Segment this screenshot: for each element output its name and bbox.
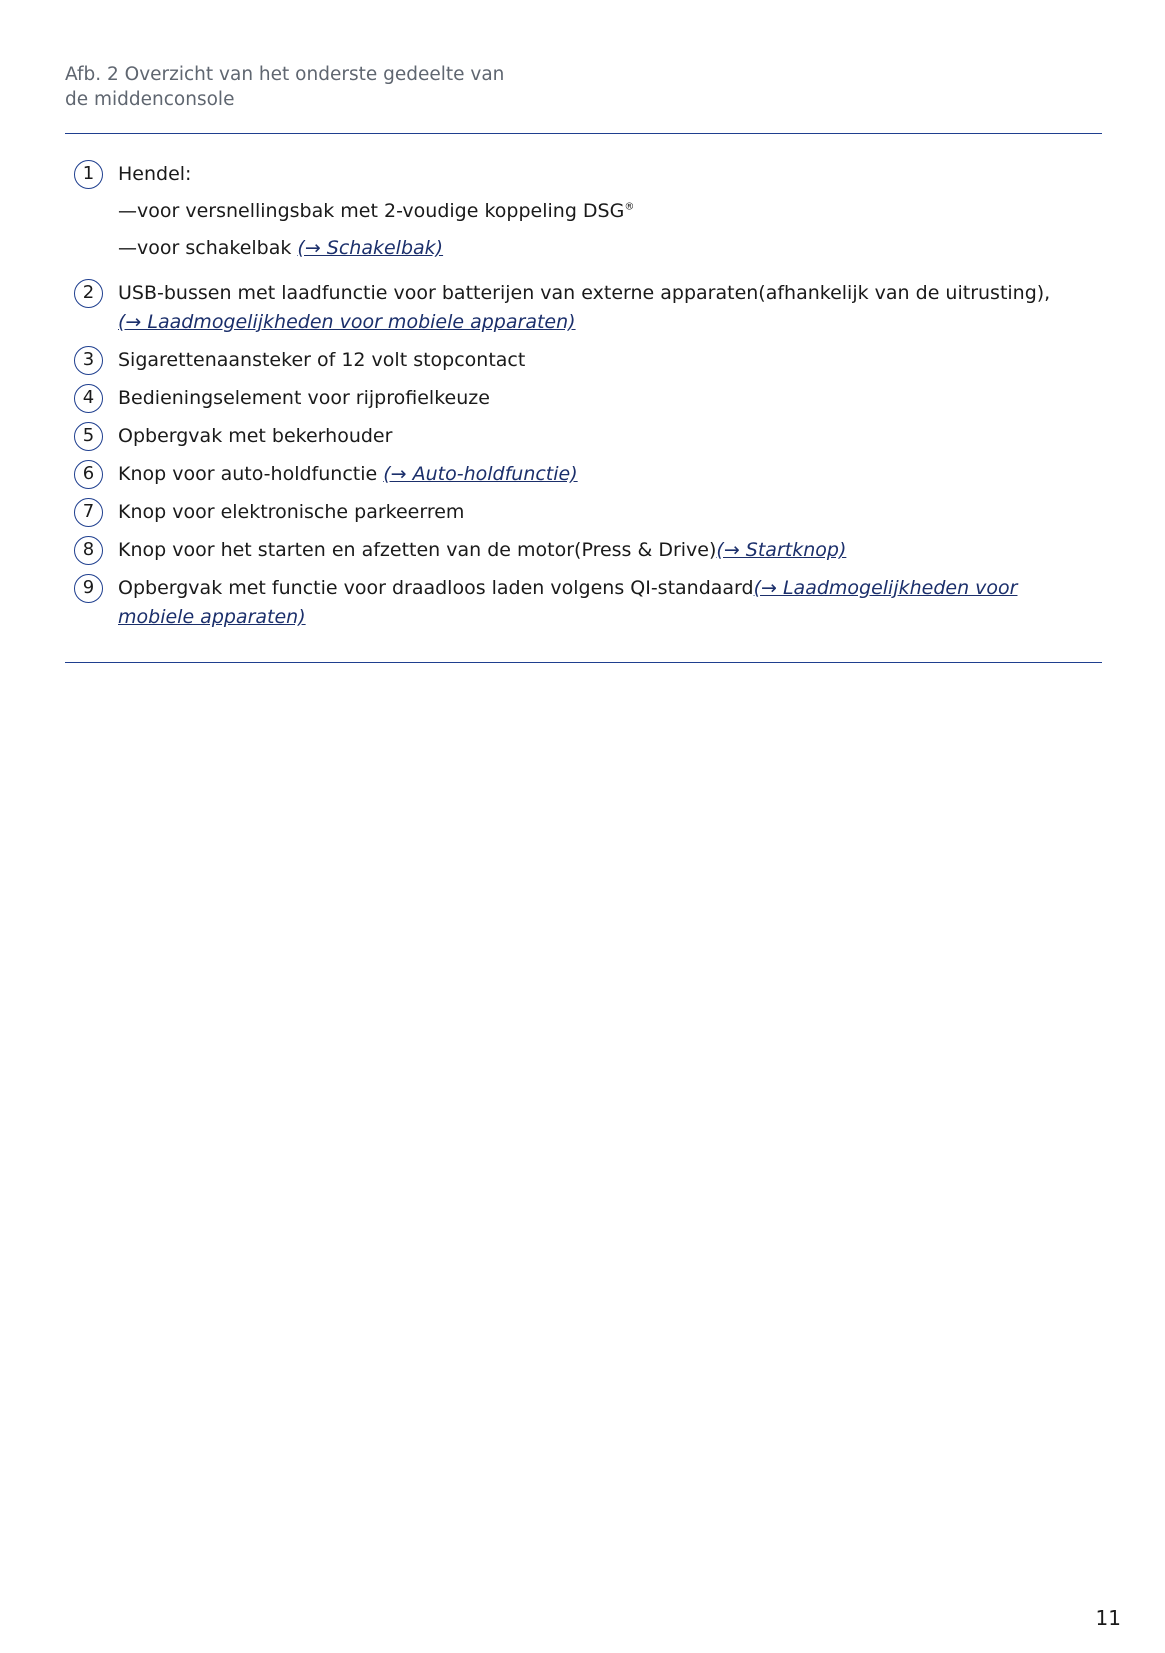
number-badge: 4 (74, 384, 103, 413)
link-startknop[interactable]: (→ Startknop) (716, 539, 847, 561)
registered-mark: ® (624, 201, 635, 213)
bottom-divider (65, 662, 1102, 663)
legend-item-text: Knop voor het starten en afzetten van de motor(Press & Drive) (118, 539, 717, 561)
legend-item-text: Opbergvak met bekerhouder (118, 425, 393, 447)
legend-item-9 (74, 574, 1094, 632)
legend-item-3 (74, 346, 1094, 375)
number-badge: 6 (74, 460, 103, 489)
number-badge: 3 (74, 346, 103, 375)
legend-item-2 (74, 279, 1094, 337)
legend-subitem-text: —voor versnellingsbak met 2-voudige koppeling DSG (118, 200, 625, 222)
number-badge: 1 (74, 160, 103, 189)
page-number: 11 (1095, 1606, 1121, 1630)
link-auto-holdfunctie[interactable]: (→ Auto-holdfunctie) (383, 463, 578, 485)
legend-item-text: Sigarettenaansteker of 12 volt stopcontact (118, 349, 526, 371)
legend-item-7 (74, 498, 1094, 527)
legend-item-text: USB-bussen met laadfunctie voor batterijen van externe apparaten(afhankelijk van de uitrusting), (118, 282, 1051, 304)
legend-subitem (118, 234, 1094, 263)
figure-caption: Afb. 2 Overzicht van het onderste gedeelte van de middenconsole (65, 64, 505, 110)
number-badge: 9 (74, 574, 103, 603)
top-divider (65, 133, 1102, 134)
number-badge: 5 (74, 422, 103, 451)
legend-item-text: Opbergvak met functie voor draadloos laden volgens QI-standaard (118, 577, 754, 599)
legend-item-text: Hendel: (118, 163, 192, 185)
link-laadmogelijkheden-2[interactable]: (→ Laadmogelijkheden voor mobiele apparaten) (118, 577, 1018, 628)
number-badge: 2 (74, 279, 103, 308)
legend-item-6 (74, 460, 1094, 489)
number-badge: 7 (74, 498, 103, 527)
legend-list (74, 160, 1094, 641)
legend-subitem (118, 197, 1094, 226)
legend-item-4 (74, 384, 1094, 413)
legend-item-text: Knop voor auto-holdfunctie (118, 463, 384, 485)
number-badge: 8 (74, 536, 103, 565)
link-laadmogelijkheden[interactable]: (→ Laadmogelijkheden voor mobiele apparaten) (118, 311, 576, 333)
legend-item-text: Knop voor elektronische parkeerrem (118, 501, 465, 523)
legend-item-5 (74, 422, 1094, 451)
legend-subitem-text: —voor schakelbak (118, 237, 298, 259)
legend-item-text: Bedieningselement voor rijprofielkeuze (118, 387, 490, 409)
legend-item-1 (74, 160, 1094, 263)
legend-item-8 (74, 536, 1094, 565)
link-schakelbak[interactable]: (→ Schakelbak) (297, 237, 444, 259)
